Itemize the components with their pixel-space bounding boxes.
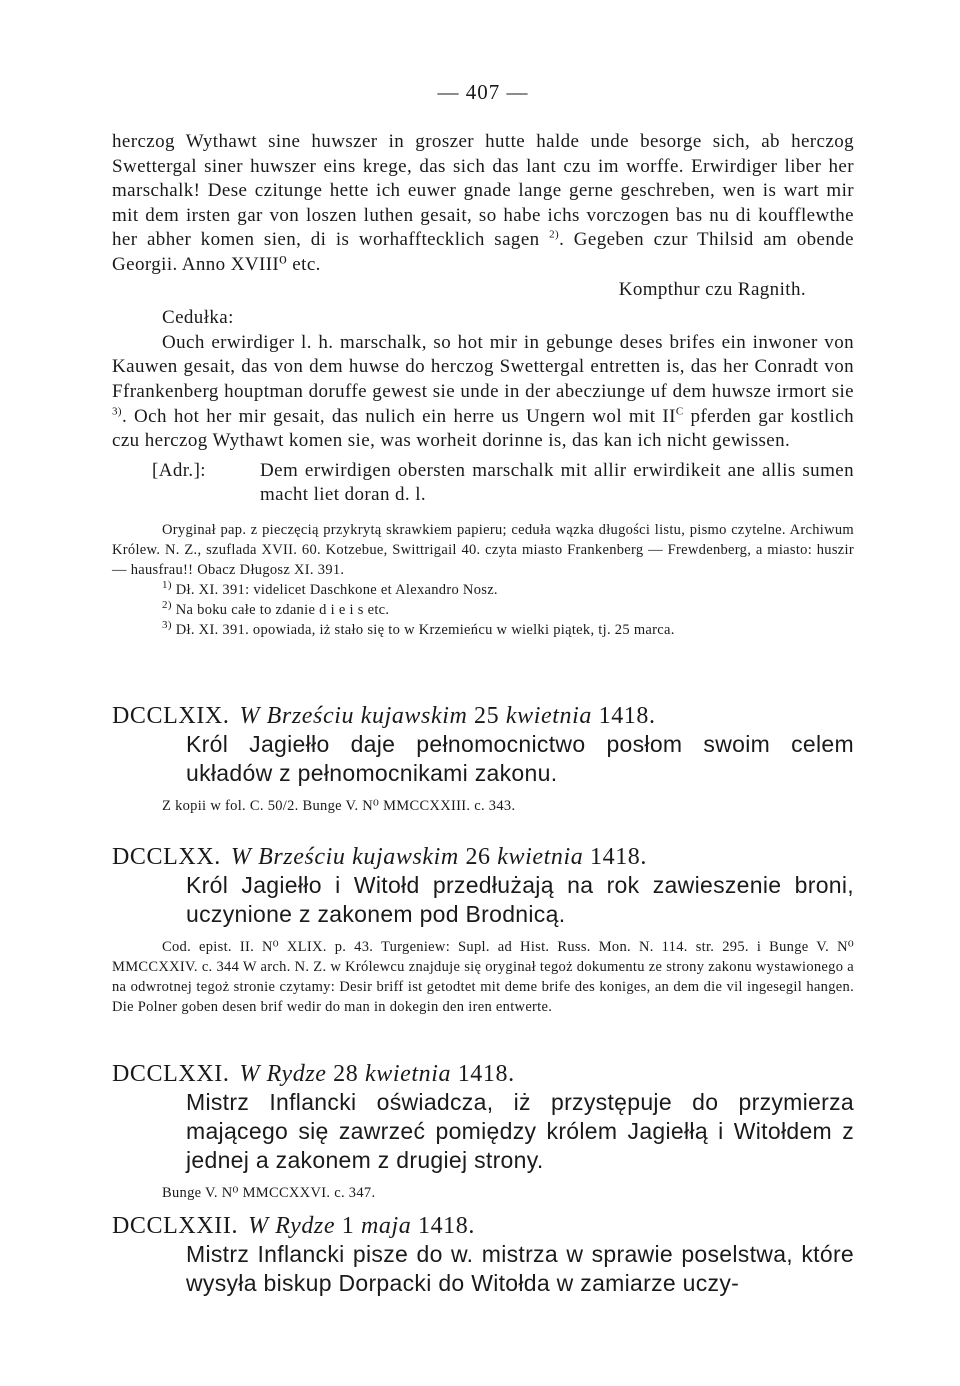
entry-source-text: Cod. epist. II. N⁰ XLIX. p. 43. Turgeniew: Supl. ad Hist. Russ. Mon. N. 114. str. 295. i Bunge V. N⁰ MMCCXXIV. c. 344 W arch. N. Z. w Królewcu znajduje się oryginał tegoż dokumentu ze strony zakonu wystawionego a na odwrotnej tegoż stronie czytamy: Desir briff ist getodtet mit deme brife des koniges, an dem die vil ingesegil hangen. Die Polner goben desen brif wedir do man in dokegin den iren entwerte. [112,939,854,1015]
footnote-2-paren: ) [167,599,172,612]
source-note: Oryginał pap. z pieczęcią przykrytą skrawkiem papieru; ceduła wązka długości listu, pismo czytelne. Archiwum Królew. N. Z., szuflada XVII. 60. Kotzebue, Swittrigail 40. czyta miasto Frankenberg — Frewdenberg, a miasto: huszir — hausfrau!! Obacz Długosz XI. 391. [112,521,854,578]
entry-place: W Rydze [248,1213,336,1239]
footnote-1-paren: ) [167,579,172,592]
entry-day: 1 [341,1213,355,1239]
entry-dcclxix [112,702,854,816]
entry-title: Król Jagiełło i Witołd przedłużają na rok zawieszenie broni, uczynione z zakonem pod Brodnicą. [186,872,854,927]
footnote-ref-3-mark: 3 [112,405,118,418]
superscript-c: C [675,405,684,418]
entry-day: 26 [465,844,491,870]
entry-number: DCCLXXII. [112,1213,239,1239]
footnote-2 [112,600,854,620]
letter-body [112,130,854,640]
entry-number: DCCLXIX. [112,703,230,729]
cedulka-paragraph [112,331,854,454]
entry-month: kwietnia [497,844,584,870]
entry-heading [112,843,854,871]
entry-place: W Rydze [239,1061,327,1087]
notes-block [112,520,854,640]
entry-heading [112,1060,854,1088]
footnote-3 [112,620,854,640]
footnote-3-text: Dł. XI. 391. opowiada, iż stało się to w Krzemieńcu w wielki piątek, tj. 25 marca. [175,621,675,638]
page-number: — 407 — [437,80,529,104]
entry-month: kwietnia [505,703,592,729]
entry-dcclxx [112,843,854,1017]
letter-text-end: . Gegeben czur Thilsid am obende Georgii. Anno XVIII⁰ etc. [112,229,854,275]
footnote-ref-2: 2) [549,229,560,242]
letter-paragraph [112,130,854,278]
cedulka-text-2: . Och hot her mir gesait, das nulich ein herre us Ungern wol mit II [121,405,676,427]
entry-source: Bunge V. N⁰ MMCCXXVI. c. 347. [162,1185,376,1201]
entry-place: W Brześciu kujawskim [239,703,468,729]
address-text: Dem erwirdigen obersten marschalk mit allir erwirdikeit ane allis sumen macht liet doran d. l. [260,459,854,506]
entry-source [112,937,854,1017]
footnote-1-mark: 1 [162,579,168,592]
footnote-1-text: Dł. XI. 391: videlicet Daschkone et Alexandro Nosz. [175,581,498,598]
entry-year: 1418. [590,844,647,870]
address-line [112,459,854,508]
entry-number: DCCLXX. [112,844,221,870]
entry-heading [112,702,854,730]
address-label: [Adr.]: [152,459,206,481]
entry-heading [112,1212,854,1240]
entry-month: kwietnia [364,1061,452,1087]
entry-title: Król Jagiełło daje pełnomocnictwo posłom swoim celem układów z pełnomocnikami zakonu. [186,731,854,786]
entry-day: 25 [474,703,500,729]
entry-title: Mistrz Inflancki pisze do w. mistrza w sprawie poselstwa, które wysyła biskup Dorpacki do Witołda w zamiarze uczy- [186,1241,854,1296]
entry-month: maja [360,1213,412,1239]
footnote-ref-3: 3) [112,405,122,418]
footnote-2-text: Na boku całe to zdanie d i e i s etc. [175,601,390,618]
letter-text: herczog Wythawt sine huwszer in groszer hutte halde unde besorge sich, ab herczog Swettergal siner huwszer eins krege, das sich das lant czu im worffe. Erwirdiger liber her marschalk! Dese czitunge hette ich euwer gnade lange gerne geschreben, wen is wart mir mit dem irsten gar von loszen luthen gesait, so habe ichs vorczogen bas nu di koufflewthe her abher komen sien, di is worhafftecklich sagen [112,131,854,251]
entry-year: 1418. [417,1213,475,1239]
entry-place: W Brześciu kujawskim [230,844,459,870]
footnote-ref-2-mark: 2 [549,229,555,242]
entry-source: Z kopii w fol. C. 50/2. Bunge V. N⁰ MMCCXXIII. c. 343. [162,798,516,814]
entry-day: 28 [333,1061,359,1087]
entry-number: DCCLXXI. [112,1061,230,1087]
footnote-1 [112,580,854,600]
footnote-3-paren: ) [167,619,172,632]
cedulka-text-3: pferden gar kostlich czu herczog Wythawt komen sie, was worheit dorinne is, das kan ich nicht gewissen. [112,405,854,452]
signature: Kompthur czu Ragnith. [618,278,806,300]
footnote-3-mark: 3 [162,619,168,632]
entry-dcclxxii [112,1212,854,1298]
cedulka-label: Cedułka: [162,307,234,329]
cedulka-text: Ouch erwirdiger l. h. marschalk, so hot mir in gebunge deses brifes ein inwoner von Kauwen gesait, das von dem huwse do herczog Swettergal entretten is, das her Conradt von Ffrankenberg houptman doruffe gewest sie unde in der abecziunge uf dem huwsze irmort sie [112,331,854,402]
footnote-2-mark: 2 [162,599,168,612]
entry-dcclxxi [112,1060,854,1203]
entry-year: 1418. [457,1061,515,1087]
entry-year: 1418. [598,703,656,729]
entry-title: Mistrz Inflancki oświadcza, iż przystępuje do przymierza mającego się zawrzeć pomiędzy królem Jagiełłą i Witołdem z jednej a zakonem z drugiej strony. [186,1089,854,1173]
